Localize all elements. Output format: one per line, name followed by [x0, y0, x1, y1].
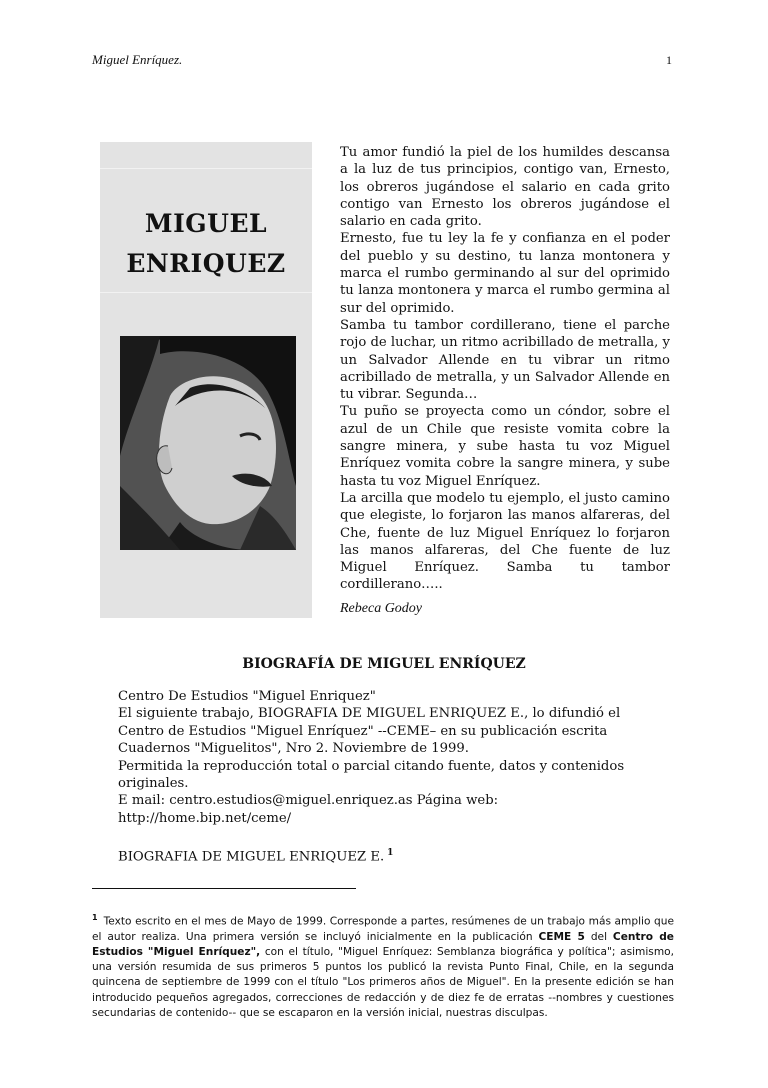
- footnote-text: del: [584, 930, 613, 943]
- sidebar-box: [100, 142, 312, 618]
- biography-line: Permitida la reproducción total o parcial citando fuente, datos y contenidos: [118, 758, 625, 774]
- footnote-marker: 1: [92, 913, 98, 922]
- page-number: 1: [666, 53, 672, 67]
- biography-line: El siguiente trabajo, BIOGRAFIA DE MIGUEL ENRIQUEZ E., lo difundió el: [118, 706, 621, 722]
- biography-heading: BIOGRAFÍA DE MIGUEL ENRÍQUEZ: [242, 656, 526, 672]
- biography-line: Cuadernos "Miguelitos", Nro 2. Noviembre de 1999.: [118, 741, 469, 757]
- biography-intro: [118, 688, 658, 827]
- poem-text: [340, 144, 670, 617]
- footnote-bold: CEME 5: [538, 930, 585, 943]
- biography-line: http://home.bip.net/ceme/: [118, 810, 292, 826]
- footnote-bold: Centro de Estudios "Miguel Enríquez",: [92, 930, 674, 958]
- poem-stanza: La arcilla que modelo tu ejemplo, el justo camino que elegiste, lo forjaron las manos alfareras, del Che, fuente de luz Miguel Enríquez lo forjaron las manos alfareras, del Che fuente de luz Miguel Enríquez. Samba tu tambor cordillerano…..: [340, 490, 670, 593]
- poem-stanza: Tu puño se proyecta como un cóndor, sobre el azul de un Chile que resiste vomita cobre la sangre minera, y sube hasta tu voz Miguel Enríquez vomita cobre la sangre minera, y sube hasta tu voz Miguel Enríquez.: [340, 404, 670, 489]
- footnote-text: con el título, "Miguel Enríquez: Semblanza biográfica y política"; asimismo, una versión resumida de sus primeros 5 puntos los publicó la revista Punto Final, Chile, en la segunda quincena de septiembre de 1999 con el título "Los primeros años de Miguel". En la presente edición se han introducido pequeños agregados, correcciones de redacción y de diez fe de erratas --nombres y cuestiones secundarias de contenido-- que se escaparon en la versión inicial, nuestras disculpas.: [92, 945, 674, 1019]
- poem-stanza: Samba tu tambor cordillerano, tiene el parche rojo de luchar, un ritmo acribillado de metralla, y un Salvador Allende en tu vibrar un ritmo acribillado de metralla, y un Salvador Allende en tu vibrar. Segunda…: [340, 317, 670, 403]
- poem-stanza: Tu amor fundió la piel de los humildes descansa a la luz de tus principios, contigo van, Ernesto, los obreros jugándose el salario en cada grito contigo van Ernesto los obreros jugándose el salario en cada grito.: [340, 145, 670, 230]
- page-header-title: Miguel Enríquez.: [92, 52, 183, 67]
- name-title-line-1: MIGUEL: [144, 209, 268, 238]
- name-title: [100, 204, 312, 284]
- sidebar-divider: [100, 292, 312, 293]
- poem-stanza: Ernesto, fue tu ley la fe y confianza en el poder del pueblo y su destino, tu lanza montonera y marca el rumbo germinando al sur del oprimido tu lanza montonera y marca el rumbo germina al sur del oprimido.: [340, 231, 670, 316]
- footnote: [92, 910, 674, 1021]
- biography-line: Centro De Estudios "Miguel Enriquez": [118, 689, 376, 704]
- biography-title: BIOGRAFIA DE MIGUEL ENRIQUEZ E.: [118, 849, 385, 865]
- name-title-line-2: ENRIQUEZ: [126, 249, 286, 278]
- biography-line: E mail: centro.estudios@miguel.enriquez.as Página web:: [118, 793, 499, 809]
- biography-title-line: [118, 848, 393, 864]
- footnote-reference[interactable]: 1: [387, 848, 394, 858]
- poem-author: Rebeca Godoy: [340, 600, 423, 616]
- footnote-text: Texto escrito en el mes de Mayo de 1999. Corresponde a partes, resúmenes de un trabajo más amplio que el autor realiza. Una primera versión se incluyó inicialmente en la publicación: [92, 915, 674, 943]
- biography-line: originales.: [118, 776, 189, 792]
- sidebar-divider: [100, 168, 312, 169]
- portrait-photo: [120, 336, 296, 550]
- biography-line: Centro de Estudios "Miguel Enríquez" --CEME– en su publicación escrita: [118, 723, 608, 739]
- footnote-divider: [92, 888, 356, 889]
